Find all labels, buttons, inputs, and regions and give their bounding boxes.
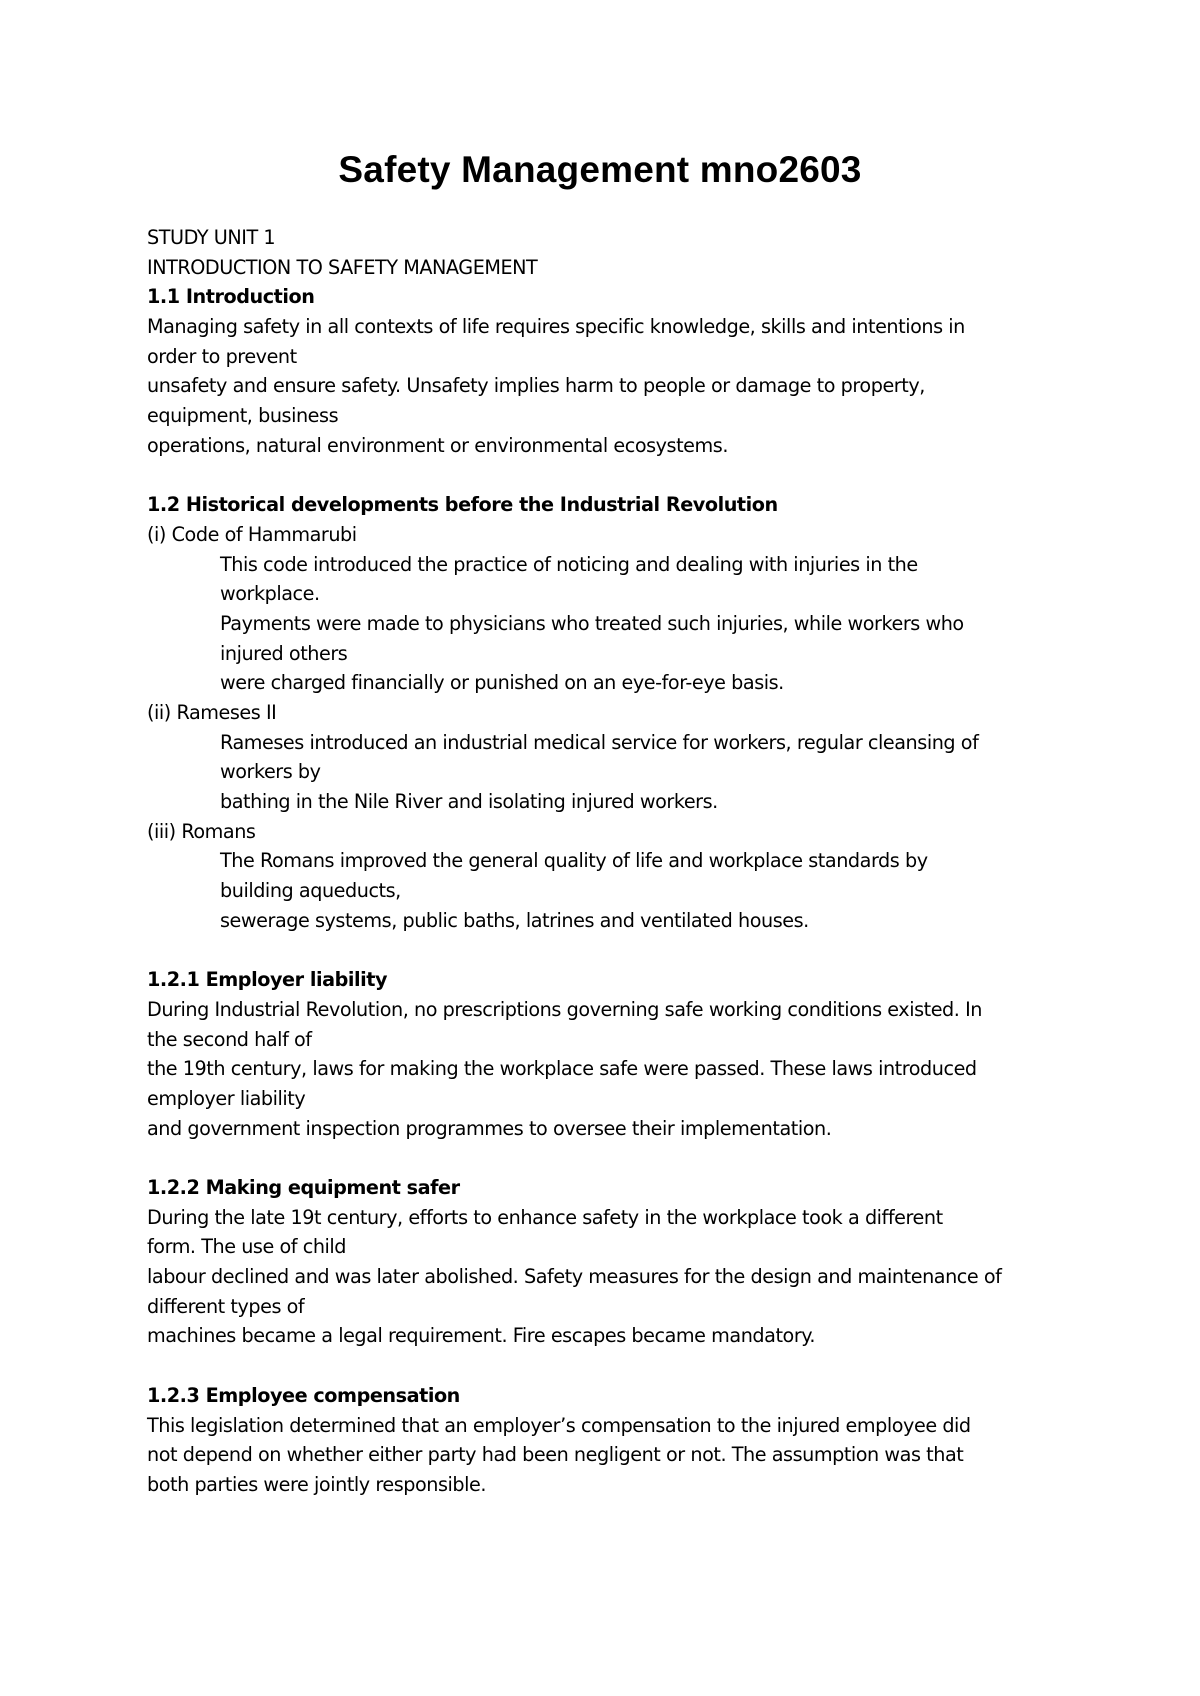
indented-line: sewerage systems, public baths, latrines and ventilated houses. bbox=[220, 908, 809, 932]
paragraph-line: equipment, business bbox=[147, 404, 339, 428]
spacer bbox=[147, 1351, 1077, 1381]
paragraph-line: the second half of bbox=[147, 1027, 312, 1051]
paragraph-line: and government inspection programmes to oversee their implementation. bbox=[147, 1116, 832, 1140]
section-heading-1-2-1: 1.2.1 Employer liability bbox=[147, 968, 388, 992]
paragraph-line: form. The use of child bbox=[147, 1235, 347, 1259]
study-unit-label: STUDY UNIT 1 bbox=[147, 226, 276, 249]
section-heading-1-1: 1.1 Introduction bbox=[147, 285, 315, 309]
paragraph-line: employer liability bbox=[147, 1086, 306, 1110]
spacer bbox=[147, 461, 1077, 491]
indented-line: injured others bbox=[220, 641, 348, 665]
document-body bbox=[147, 223, 1077, 1500]
spacer bbox=[147, 936, 1077, 966]
indented-line: This code introduced the practice of noticing and dealing with injuries in the bbox=[220, 552, 918, 576]
unit-title: INTRODUCTION TO SAFETY MANAGEMENT bbox=[147, 255, 538, 279]
paragraph-line: order to prevent bbox=[147, 344, 297, 368]
paragraph-line: This legislation determined that an employer’s compensation to the injured employee did bbox=[147, 1413, 971, 1437]
indented-line: bathing in the Nile River and isolating injured workers. bbox=[220, 790, 718, 814]
indented-line: building aqueducts, bbox=[220, 879, 401, 903]
section-heading-1-2-3: 1.2.3 Employee compensation bbox=[147, 1383, 460, 1407]
indented-line: workplace. bbox=[220, 582, 320, 606]
paragraph-line: machines became a legal requirement. Fire escapes became mandatory. bbox=[147, 1324, 816, 1348]
paragraph-line: operations, natural environment or environmental ecosystems. bbox=[147, 433, 728, 457]
paragraph-line: During the late 19t century, efforts to enhance safety in the workplace took a different bbox=[147, 1205, 943, 1229]
paragraph-line: Managing safety in all contexts of life requires specific knowledge, skills and intentions in bbox=[147, 315, 965, 339]
indented-line: were charged financially or punished on an eye-for-eye basis. bbox=[220, 671, 784, 695]
spacer bbox=[147, 1143, 1077, 1173]
subitem-label-hammurabi: (i) Code of Hammarubi bbox=[147, 522, 357, 546]
paragraph-line: both parties were jointly responsible. bbox=[147, 1472, 487, 1496]
document-title: Safety Management mno2603 bbox=[338, 149, 862, 190]
paragraph-line: the 19th century, laws for making the workplace safe were passed. These laws introduced bbox=[147, 1057, 977, 1081]
paragraph-line: During Industrial Revolution, no prescriptions governing safe working conditions existed. In bbox=[147, 997, 983, 1021]
paragraph-line: not depend on whether either party had been negligent or not. The assumption was that bbox=[147, 1443, 964, 1467]
paragraph-line: unsafety and ensure safety. Unsafety implies harm to people or damage to property, bbox=[147, 374, 925, 398]
paragraph-line: labour declined and was later abolished. Safety measures for the design and maintenance of bbox=[147, 1265, 1002, 1289]
subitem-label-rameses: (ii) Rameses II bbox=[147, 701, 277, 724]
indented-line: The Romans improved the general quality of life and workplace standards by bbox=[220, 849, 928, 873]
paragraph-line: different types of bbox=[147, 1294, 305, 1318]
indented-line: Payments were made to physicians who treated such injuries, while workers who bbox=[220, 611, 964, 635]
section-heading-1-2: 1.2 Historical developments before the Industrial Revolution bbox=[147, 493, 778, 517]
section-heading-1-2-2: 1.2.2 Making equipment safer bbox=[147, 1176, 460, 1199]
indented-line: Rameses introduced an industrial medical service for workers, regular cleansing of bbox=[220, 730, 979, 754]
indented-line: workers by bbox=[220, 760, 321, 784]
subitem-label-romans: (iii) Romans bbox=[147, 819, 256, 843]
